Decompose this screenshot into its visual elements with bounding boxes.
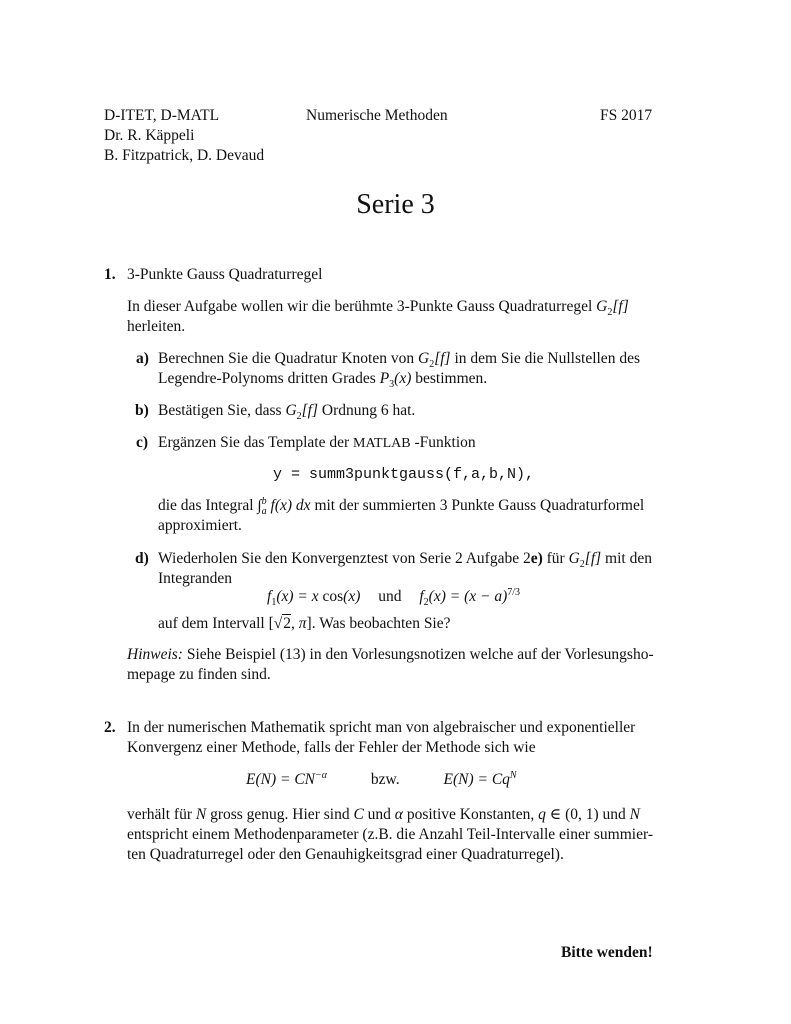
hint: Hinweis: Siehe Beispiel (13) in den Vorlesungsnotizen welche auf der Vorlesungsho- — [127, 646, 654, 663]
convergence-formula: $E(N) = CN^{-\alpha}$ bzw. $E(N) = Cq^N$ — [246, 769, 517, 788]
exercise-1-title: 3-Punkte Gauss Quadraturregel — [127, 266, 323, 283]
part-b-text: Bestätigen Sie, dass $G_2[f]$ Ordnung 6 hat. — [158, 402, 416, 423]
page-turn-note: Bitte wenden! — [561, 944, 653, 961]
part-a-text: Berechnen Sie die Quadratur Knoten von $G_2[f]$ in dem Sie die Nullstellen des — [158, 350, 640, 371]
exercise-1-intro: In dieser Aufgabe wollen wir die berühmte 3-Punkte Gauss Quadraturregel $G_2[f]$ — [127, 298, 629, 319]
part-a-label: a) — [136, 350, 149, 367]
part-c-integral-line: die das Integral ∫$^b_a$ f(x) dx mit der summierten 3 Punkte Gauss Quadraturformel — [158, 495, 645, 518]
header-lecturer: Dr. R. Käppeli — [104, 127, 195, 144]
header-assistants: B. Fitzpatrick, D. Devaud — [104, 147, 265, 164]
matlab-function-signature: y = summ3punktgauss(f,a,b,N), — [273, 466, 535, 483]
part-d-label: d) — [135, 550, 149, 567]
part-c-text: Ergänzen Sie das Template der MATLAB -Funktion — [158, 434, 476, 451]
header-left — [104, 106, 264, 166]
part-b-label: b) — [135, 402, 149, 419]
header-course: Numerische Methoden — [306, 107, 448, 124]
header-department: D-ITET, D-MATL — [104, 107, 220, 124]
exercise-2-continuation: verhält für N gross genug. Hier sind C und α positive Konstanten, q ∈ (0, 1) und N — [127, 806, 641, 823]
exercise-1-number: 1. — [104, 266, 116, 283]
part-d-interval: auf dem Intervall [√2, π]. Was beobachten Sie? — [158, 615, 451, 632]
hint-label: Hinweis: — [127, 646, 183, 663]
part-d-text: Wiederholen Sie den Konvergenztest von Serie 2 Aufgabe 2e) für $G_2[f]$ mit den — [158, 550, 652, 571]
page-title: Serie 3 — [356, 189, 435, 220]
exercise-2-number: 2. — [104, 719, 116, 736]
integrands-formula: $f_1(x) = x$ cos(x) und $f_2(x) = (x - a)^{7/3}$ — [267, 586, 521, 609]
part-c-label: c) — [136, 434, 149, 451]
header-semester: FS 2017 — [600, 107, 653, 124]
exercise-2-text: In der numerischen Mathematik spricht man von algebraischer und exponentieller — [127, 719, 636, 736]
